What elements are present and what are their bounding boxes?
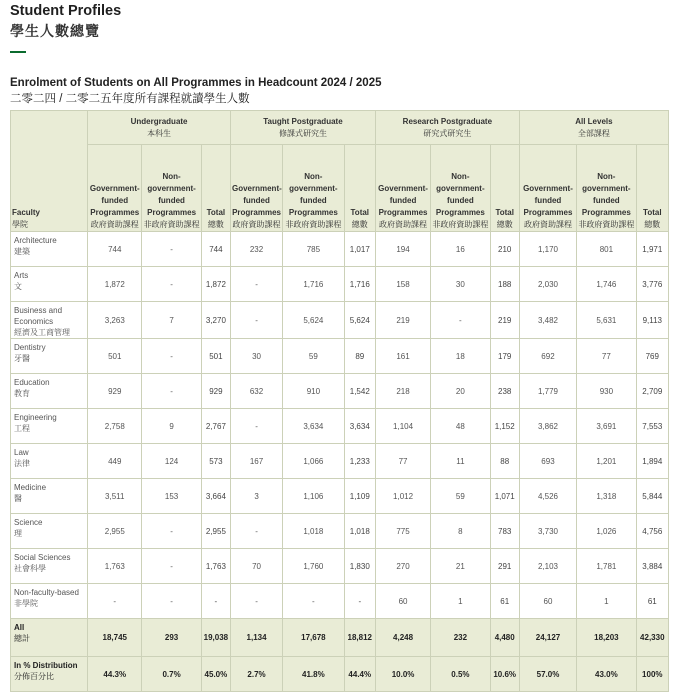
faculty-name-zh: 法律 xyxy=(14,459,30,468)
column-header-en: Government-funded Programmes xyxy=(523,184,573,217)
table-cell: 573 xyxy=(201,444,230,479)
column-header-total xyxy=(201,145,230,232)
table-cell: 30 xyxy=(431,267,490,302)
faculty-name-en: Social Sciences xyxy=(14,553,71,562)
table-cell: 2,767 xyxy=(201,409,230,444)
enrolment-table xyxy=(10,110,669,692)
table-cell: 2,103 xyxy=(519,549,576,584)
table-cell: 930 xyxy=(577,374,636,409)
distribution-row xyxy=(11,657,669,692)
faculty-name-zh: 教育 xyxy=(14,389,30,398)
column-header-en: Total xyxy=(206,208,226,217)
table-cell: - xyxy=(230,267,282,302)
table-cell: 2,955 xyxy=(201,514,230,549)
faculty-name-en: Law xyxy=(14,448,29,457)
table-cell: 7,553 xyxy=(636,409,668,444)
faculty-name-en: Arts xyxy=(14,271,29,280)
table-cell: - xyxy=(142,514,201,549)
table-cell: 501 xyxy=(201,339,230,374)
table-cell: 43.0% xyxy=(577,657,636,692)
column-header-en: Total xyxy=(495,208,514,217)
table-cell: 3,776 xyxy=(636,267,668,302)
table-cell: 194 xyxy=(375,232,430,267)
table-cell: 1,017 xyxy=(344,232,375,267)
column-header-zh: 非政府資助課程 xyxy=(285,220,342,229)
table-cell: 4,526 xyxy=(519,479,576,514)
table-cell: 1,779 xyxy=(519,374,576,409)
faculty-name xyxy=(11,479,88,514)
table-cell: 11 xyxy=(431,444,490,479)
table-cell: 1,012 xyxy=(375,479,430,514)
column-header-total xyxy=(490,145,519,232)
table-cell: 30 xyxy=(230,339,282,374)
page-title: Student Profiles xyxy=(10,3,122,19)
table-cell: 167 xyxy=(230,444,282,479)
table-cell: 1,066 xyxy=(283,444,345,479)
faculty-name xyxy=(11,409,88,444)
table-cell: 18,812 xyxy=(344,619,375,657)
table-cell: 692 xyxy=(519,339,576,374)
table-cell: - xyxy=(230,409,282,444)
table-cell: 1,763 xyxy=(88,549,142,584)
table-row xyxy=(11,479,669,514)
column-header-zh: 非政府資助課程 xyxy=(578,220,635,229)
table-cell: 2,758 xyxy=(88,409,142,444)
table-cell: 3,862 xyxy=(519,409,576,444)
table-cell: 158 xyxy=(375,267,430,302)
table-cell: - xyxy=(283,584,345,619)
table-cell: 219 xyxy=(375,302,430,339)
faculty-header xyxy=(11,111,88,232)
column-header-en: Non-government-funded Programmes xyxy=(288,172,338,217)
page-title-zh: 學生人數總覽 xyxy=(10,23,100,39)
table-cell: 1,170 xyxy=(519,232,576,267)
faculty-name-en: Engineering xyxy=(14,413,57,422)
table-row xyxy=(11,444,669,479)
table-cell: 1,542 xyxy=(344,374,375,409)
table-cell: - xyxy=(142,584,201,619)
table-cell: - xyxy=(230,514,282,549)
column-header-zh: 總數 xyxy=(496,220,513,229)
table-cell: 232 xyxy=(230,232,282,267)
table-cell: 44.3% xyxy=(88,657,142,692)
table-cell: 1,763 xyxy=(201,549,230,584)
faculty-name-en: Business and Economics xyxy=(14,306,63,326)
faculty-name xyxy=(11,584,88,619)
table-cell: 2,030 xyxy=(519,267,576,302)
table-cell: 1 xyxy=(431,584,490,619)
table-cell: 501 xyxy=(88,339,142,374)
table-cell: 238 xyxy=(490,374,519,409)
table-cell: 10.6% xyxy=(490,657,519,692)
faculty-name-en: Non-faculty-based xyxy=(14,588,79,597)
group-header-zh: 修課式研究生 xyxy=(278,128,327,138)
column-header-zh: 政府資助課程 xyxy=(90,220,139,229)
table-cell: 24,127 xyxy=(519,619,576,657)
table-cell: 59 xyxy=(431,479,490,514)
column-header-en: Government-funded Programmes xyxy=(231,184,282,217)
table-cell: 18 xyxy=(431,339,490,374)
faculty-name-en: Medicine xyxy=(14,483,47,492)
table-cell: 5,631 xyxy=(577,302,636,339)
column-header-gov xyxy=(375,145,430,232)
table-cell: 3,634 xyxy=(283,409,345,444)
table-cell: 124 xyxy=(142,444,201,479)
table-cell: 775 xyxy=(375,514,430,549)
faculty-header-zh: 學院 xyxy=(12,220,28,229)
table-cell: 1,109 xyxy=(344,479,375,514)
table-cell: 210 xyxy=(490,232,519,267)
table-cell: 1,971 xyxy=(636,232,668,267)
table-cell: 188 xyxy=(490,267,519,302)
table-cell: 291 xyxy=(490,549,519,584)
table-cell: 632 xyxy=(230,374,282,409)
table-cell: 1,201 xyxy=(577,444,636,479)
column-header-zh: 政府資助課程 xyxy=(523,220,572,229)
table-cell: 3,664 xyxy=(201,479,230,514)
section-title: Enrolment of Students on All Programmes in Headcount 2024 / 2025 xyxy=(10,77,382,89)
table-cell: - xyxy=(142,232,201,267)
table-cell: 1,233 xyxy=(344,444,375,479)
faculty-name-zh: 牙醫 xyxy=(14,354,30,363)
table-cell: - xyxy=(230,302,282,339)
table-cell: 3,511 xyxy=(88,479,142,514)
faculty-name-en: Education xyxy=(14,378,50,387)
table-cell: 1,018 xyxy=(344,514,375,549)
faculty-name-en: In % Distribution xyxy=(14,661,78,670)
table-cell: 161 xyxy=(375,339,430,374)
column-header-nongov xyxy=(431,145,490,232)
table-row xyxy=(11,374,669,409)
table-cell: 3,482 xyxy=(519,302,576,339)
table-cell: 3,691 xyxy=(577,409,636,444)
group-header-en: Research Postgraduate xyxy=(402,116,493,126)
column-header-gov xyxy=(88,145,142,232)
table-cell: 3,730 xyxy=(519,514,576,549)
table-cell: 60 xyxy=(375,584,430,619)
table-row xyxy=(11,339,669,374)
table-row xyxy=(11,514,669,549)
table-row xyxy=(11,549,669,584)
table-body xyxy=(11,232,669,692)
column-header-en: Non-government-funded Programmes xyxy=(435,172,485,217)
table-cell: 17,678 xyxy=(283,619,345,657)
column-header-zh: 非政府資助課程 xyxy=(432,220,489,229)
faculty-name-zh: 醫 xyxy=(14,494,22,503)
table-cell: 5,624 xyxy=(283,302,345,339)
section-title-zh: 二零二四 / 二零二五年度所有課程就讀學生人數 xyxy=(10,93,250,105)
table-cell: 8 xyxy=(431,514,490,549)
faculty-name-zh: 非學院 xyxy=(14,599,38,608)
column-header-zh: 總數 xyxy=(644,220,661,229)
table-cell: 1,106 xyxy=(283,479,345,514)
table-row xyxy=(11,232,669,267)
table-cell: 100% xyxy=(636,657,668,692)
table-cell: 744 xyxy=(201,232,230,267)
faculty-name xyxy=(11,232,88,267)
column-header-zh: 總數 xyxy=(351,220,368,229)
table-cell: 179 xyxy=(490,339,519,374)
faculty-name xyxy=(11,657,88,692)
faculty-name-zh: 文 xyxy=(14,282,22,291)
table-cell: 48 xyxy=(431,409,490,444)
faculty-name xyxy=(11,514,88,549)
table-cell: 0.5% xyxy=(431,657,490,692)
faculty-name-en: Architecture xyxy=(14,236,57,245)
table-cell: 42,330 xyxy=(636,619,668,657)
group-header-all-levels xyxy=(519,111,668,145)
table-cell: 61 xyxy=(636,584,668,619)
table-cell: 70 xyxy=(230,549,282,584)
table-row xyxy=(11,409,669,444)
table-cell: 21 xyxy=(431,549,490,584)
faculty-name xyxy=(11,374,88,409)
table-cell: - xyxy=(431,302,490,339)
table-cell: 783 xyxy=(490,514,519,549)
column-header-en: Non-government-funded Programmes xyxy=(581,172,631,217)
column-header-zh: 總數 xyxy=(207,220,224,229)
group-header-zh: 本科生 xyxy=(147,128,172,138)
faculty-name-zh: 建築 xyxy=(14,247,30,256)
table-cell: 1 xyxy=(577,584,636,619)
table-cell: 785 xyxy=(283,232,345,267)
table-cell: 77 xyxy=(375,444,430,479)
table-cell: - xyxy=(88,584,142,619)
table-cell: 4,248 xyxy=(375,619,430,657)
table-cell: 1,830 xyxy=(344,549,375,584)
group-header-undergraduate xyxy=(88,111,231,145)
table-cell: 1,872 xyxy=(201,267,230,302)
column-header-zh: 政府資助課程 xyxy=(232,220,281,229)
faculty-name xyxy=(11,302,88,339)
total-row xyxy=(11,619,669,657)
table-cell: 4,480 xyxy=(490,619,519,657)
table-cell: 16 xyxy=(431,232,490,267)
group-header-en: Taught Postgraduate xyxy=(263,116,343,126)
table-cell: 232 xyxy=(431,619,490,657)
table-cell: 3,884 xyxy=(636,549,668,584)
table-cell: 744 xyxy=(88,232,142,267)
table-cell: 769 xyxy=(636,339,668,374)
table-cell: 41.8% xyxy=(283,657,345,692)
table-row xyxy=(11,584,669,619)
table-cell: 57.0% xyxy=(519,657,576,692)
table-cell: 3 xyxy=(230,479,282,514)
table-cell: 219 xyxy=(490,302,519,339)
table-cell: 2.7% xyxy=(230,657,282,692)
column-header-zh: 非政府資助課程 xyxy=(143,220,200,229)
faculty-name-zh: 經濟及工商管理 xyxy=(14,328,70,337)
table-cell: 1,716 xyxy=(344,267,375,302)
table-cell: 60 xyxy=(519,584,576,619)
table-cell: 3,634 xyxy=(344,409,375,444)
table-cell: 2,709 xyxy=(636,374,668,409)
table-cell: 1,152 xyxy=(490,409,519,444)
table-cell: 1,781 xyxy=(577,549,636,584)
column-header-nongov xyxy=(142,145,201,232)
table-cell: 1,760 xyxy=(283,549,345,584)
faculty-name-zh: 分佈百分比 xyxy=(14,672,54,681)
table-cell: 2,955 xyxy=(88,514,142,549)
table-cell: 9,113 xyxy=(636,302,668,339)
table-cell: 218 xyxy=(375,374,430,409)
faculty-name-en: All xyxy=(14,623,25,632)
table-cell: 45.0% xyxy=(201,657,230,692)
table-cell: 3,270 xyxy=(201,302,230,339)
table-cell: 5,844 xyxy=(636,479,668,514)
column-header-en: Government-funded Programmes xyxy=(378,184,428,217)
faculty-name xyxy=(11,444,88,479)
table-cell: 1,872 xyxy=(88,267,142,302)
faculty-name xyxy=(11,549,88,584)
table-cell: 929 xyxy=(88,374,142,409)
column-header-en: Government-funded Programmes xyxy=(89,184,140,217)
table-cell: 449 xyxy=(88,444,142,479)
table-cell: 19,038 xyxy=(201,619,230,657)
table-cell: 801 xyxy=(577,232,636,267)
group-header-zh: 全部課程 xyxy=(577,128,610,138)
column-header-gov xyxy=(519,145,576,232)
table-header xyxy=(11,111,669,232)
table-cell: - xyxy=(201,584,230,619)
table-cell: - xyxy=(344,584,375,619)
faculty-name-en: Dentistry xyxy=(14,343,46,352)
faculty-name-en: Science xyxy=(14,518,43,527)
table-cell: 20 xyxy=(431,374,490,409)
table-cell: - xyxy=(142,339,201,374)
table-cell: 5,624 xyxy=(344,302,375,339)
table-cell: 1,104 xyxy=(375,409,430,444)
table-cell: 59 xyxy=(283,339,345,374)
faculty-name xyxy=(11,267,88,302)
table-cell: 1,071 xyxy=(490,479,519,514)
column-header-zh: 政府資助課程 xyxy=(379,220,428,229)
table-cell: 1,318 xyxy=(577,479,636,514)
table-cell: 1,026 xyxy=(577,514,636,549)
group-header-taught-postgraduate xyxy=(230,111,375,145)
table-cell: 18,745 xyxy=(88,619,142,657)
table-cell: 1,746 xyxy=(577,267,636,302)
table-cell: 77 xyxy=(577,339,636,374)
faculty-name-zh: 總計 xyxy=(14,634,30,643)
table-cell: - xyxy=(142,374,201,409)
column-header-en: Non-government-funded Programmes xyxy=(147,172,197,217)
table-row xyxy=(11,302,669,339)
table-cell: 153 xyxy=(142,479,201,514)
table-cell: 3,263 xyxy=(88,302,142,339)
group-header-research-postgraduate xyxy=(375,111,519,145)
table-cell: 88 xyxy=(490,444,519,479)
table-cell: 4,756 xyxy=(636,514,668,549)
table-cell: 270 xyxy=(375,549,430,584)
table-cell: 7 xyxy=(142,302,201,339)
table-cell: 9 xyxy=(142,409,201,444)
table-cell: 10.0% xyxy=(375,657,430,692)
group-header-en: Undergraduate xyxy=(130,116,188,126)
table-cell: 293 xyxy=(142,619,201,657)
table-cell: 1,134 xyxy=(230,619,282,657)
subheader-row xyxy=(11,145,669,232)
table-cell: - xyxy=(142,267,201,302)
table-cell: 1,716 xyxy=(283,267,345,302)
table-cell: 929 xyxy=(201,374,230,409)
column-header-en: Total xyxy=(643,208,662,217)
faculty-name-zh: 工程 xyxy=(14,424,30,433)
column-header-total xyxy=(344,145,375,232)
group-header-en: All Levels xyxy=(575,116,613,126)
column-header-nongov xyxy=(577,145,636,232)
group-header-zh: 研究式研究生 xyxy=(423,128,472,138)
table-cell: - xyxy=(142,549,201,584)
table-cell: 61 xyxy=(490,584,519,619)
table-cell: 44.4% xyxy=(344,657,375,692)
title-underline xyxy=(10,51,26,53)
table-cell: 1,018 xyxy=(283,514,345,549)
table-cell: 89 xyxy=(344,339,375,374)
column-header-en: Total xyxy=(350,208,370,217)
table-cell: - xyxy=(230,584,282,619)
column-header-gov xyxy=(230,145,282,232)
column-header-nongov xyxy=(283,145,345,232)
column-header-total xyxy=(636,145,668,232)
faculty-name xyxy=(11,619,88,657)
table-cell: 693 xyxy=(519,444,576,479)
faculty-name xyxy=(11,339,88,374)
table-cell: 1,894 xyxy=(636,444,668,479)
table-row xyxy=(11,267,669,302)
table-cell: 910 xyxy=(283,374,345,409)
faculty-name-zh: 社會科學 xyxy=(14,564,46,573)
faculty-header-en: Faculty xyxy=(12,208,41,217)
faculty-name-zh: 理 xyxy=(14,529,22,538)
table-cell: 0.7% xyxy=(142,657,201,692)
table-cell: 18,203 xyxy=(577,619,636,657)
